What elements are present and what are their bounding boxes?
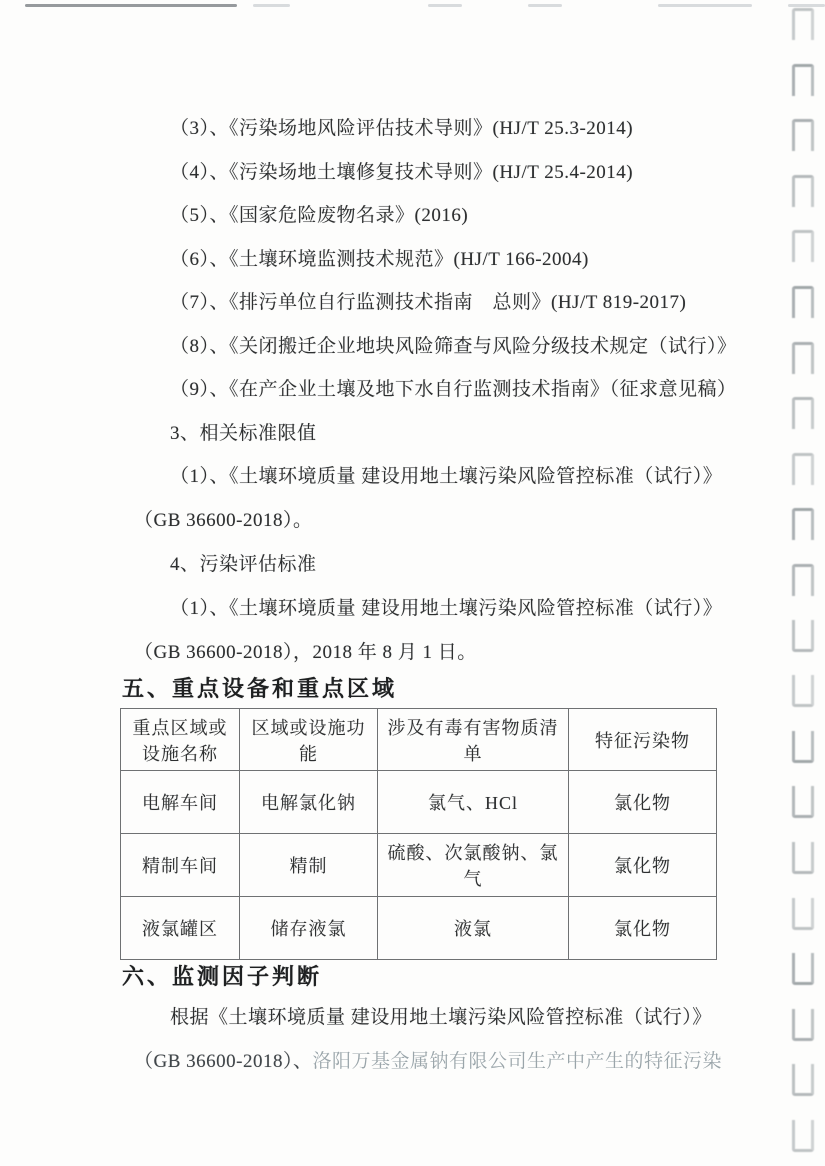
standard-limit-item: （1）、《土壤环境质量 建设用地土壤污染风险管控标准（试行）》 bbox=[170, 466, 723, 487]
table-cell: 电解氯化钠 bbox=[240, 771, 378, 834]
reference-item-9: （9）、《在产企业土壤及地下水自行监测技术指南》（征求意见稿） bbox=[170, 379, 737, 400]
binding-ring-mark bbox=[792, 119, 814, 151]
binding-ring-mark bbox=[792, 397, 814, 429]
binding-ring-mark bbox=[792, 508, 814, 540]
binding-ring-mark bbox=[792, 675, 814, 707]
table-row bbox=[121, 897, 717, 960]
scan-artifact bbox=[253, 4, 290, 7]
binding-ring-mark bbox=[792, 342, 814, 374]
scan-artifact bbox=[428, 4, 462, 7]
table-cell: 精制车间 bbox=[121, 834, 240, 897]
table-header-pollutant: 特征污染物 bbox=[569, 709, 717, 771]
reference-item-6: （6）、《土壤环境监测技术规范》(HJ/T 166-2004) bbox=[170, 249, 589, 270]
binding-ring-mark bbox=[792, 898, 814, 930]
binding-ring-mark bbox=[792, 286, 814, 318]
key-areas-table bbox=[120, 708, 717, 960]
table-cell: 氯化物 bbox=[569, 771, 717, 834]
binding-ring-mark bbox=[792, 1009, 814, 1041]
table-cell: 电解车间 bbox=[121, 771, 240, 834]
monitoring-paragraph-line1: 根据《土壤环境质量 建设用地土壤污染风险管控标准（试行）》 bbox=[170, 1007, 712, 1028]
table-row bbox=[121, 834, 717, 897]
subsection-heading-standard-limits: 3、相关标准限值 bbox=[170, 423, 317, 444]
table-cell: 液氯 bbox=[378, 897, 569, 960]
binding-ring-strip bbox=[785, 0, 825, 1166]
monitoring-paragraph-line2 bbox=[134, 1046, 722, 1073]
table-header-area-name: 重点区域或设施名称 bbox=[121, 709, 240, 771]
section-heading-key-equipment: 五、重点设备和重点区域 bbox=[122, 676, 398, 701]
section-heading-monitoring-factors: 六、监测因子判断 bbox=[122, 964, 323, 989]
eval-standard-item: （1）、《土壤环境质量 建设用地土壤污染风险管控标准（试行）》 bbox=[170, 598, 723, 619]
table-cell: 液氯罐区 bbox=[121, 897, 240, 960]
binding-ring-mark bbox=[792, 8, 814, 40]
binding-ring-mark bbox=[792, 230, 814, 262]
table-cell: 精制 bbox=[240, 834, 378, 897]
table-header-row bbox=[121, 709, 717, 771]
binding-ring-mark bbox=[792, 175, 814, 207]
reference-item-7: （7）、《排污单位自行监测技术指南 总则》(HJ/T 819-2017) bbox=[170, 292, 687, 313]
reference-item-5: （5）、《国家危险废物名录》(2016) bbox=[170, 205, 469, 226]
scan-artifact bbox=[658, 4, 752, 7]
binding-ring-mark bbox=[792, 786, 814, 818]
subsection-heading-eval-standard: 4、污染评估标准 bbox=[170, 554, 317, 575]
table-header-function: 区域或设施功能 bbox=[240, 709, 378, 771]
binding-ring-mark bbox=[792, 453, 814, 485]
binding-ring-mark bbox=[792, 620, 814, 652]
binding-ring-mark bbox=[792, 731, 814, 763]
reference-item-8: （8）、《关闭搬迁企业地块风险筛查与风险分级技术规定（试行）》 bbox=[170, 336, 737, 357]
binding-ring-mark bbox=[792, 842, 814, 874]
table-row bbox=[121, 771, 717, 834]
paragraph-faded-segment: 洛阳万基金属钠有限公司生产中产生的特征污染 bbox=[312, 1051, 722, 1072]
binding-ring-mark bbox=[792, 953, 814, 985]
standard-limit-continuation: （GB 36600-2018）。 bbox=[134, 510, 313, 531]
scan-artifact bbox=[528, 4, 562, 7]
reference-item-3: （3）、《污染场地风险评估技术导则》(HJ/T 25.3-2014) bbox=[170, 118, 634, 139]
binding-ring-mark bbox=[792, 1064, 814, 1096]
table-cell: 储存液氯 bbox=[240, 897, 378, 960]
table-cell: 硫酸、次氯酸钠、氯气 bbox=[378, 834, 569, 897]
binding-ring-mark bbox=[792, 564, 814, 596]
scan-artifact bbox=[25, 4, 237, 7]
eval-standard-continuation: （GB 36600-2018），2018 年 8 月 1 日。 bbox=[134, 642, 477, 663]
binding-ring-mark bbox=[792, 64, 814, 96]
table-cell: 氯化物 bbox=[569, 897, 717, 960]
binding-ring-mark bbox=[792, 1120, 814, 1152]
table-header-substances: 涉及有毒有害物质清单 bbox=[378, 709, 569, 771]
table-cell: 氯气、HCl bbox=[378, 771, 569, 834]
paragraph-dark-segment: （GB 36600-2018）、 bbox=[134, 1051, 313, 1072]
reference-item-4: （4）、《污染场地土壤修复技术导则》(HJ/T 25.4-2014) bbox=[170, 162, 634, 183]
table-cell: 氯化物 bbox=[569, 834, 717, 897]
